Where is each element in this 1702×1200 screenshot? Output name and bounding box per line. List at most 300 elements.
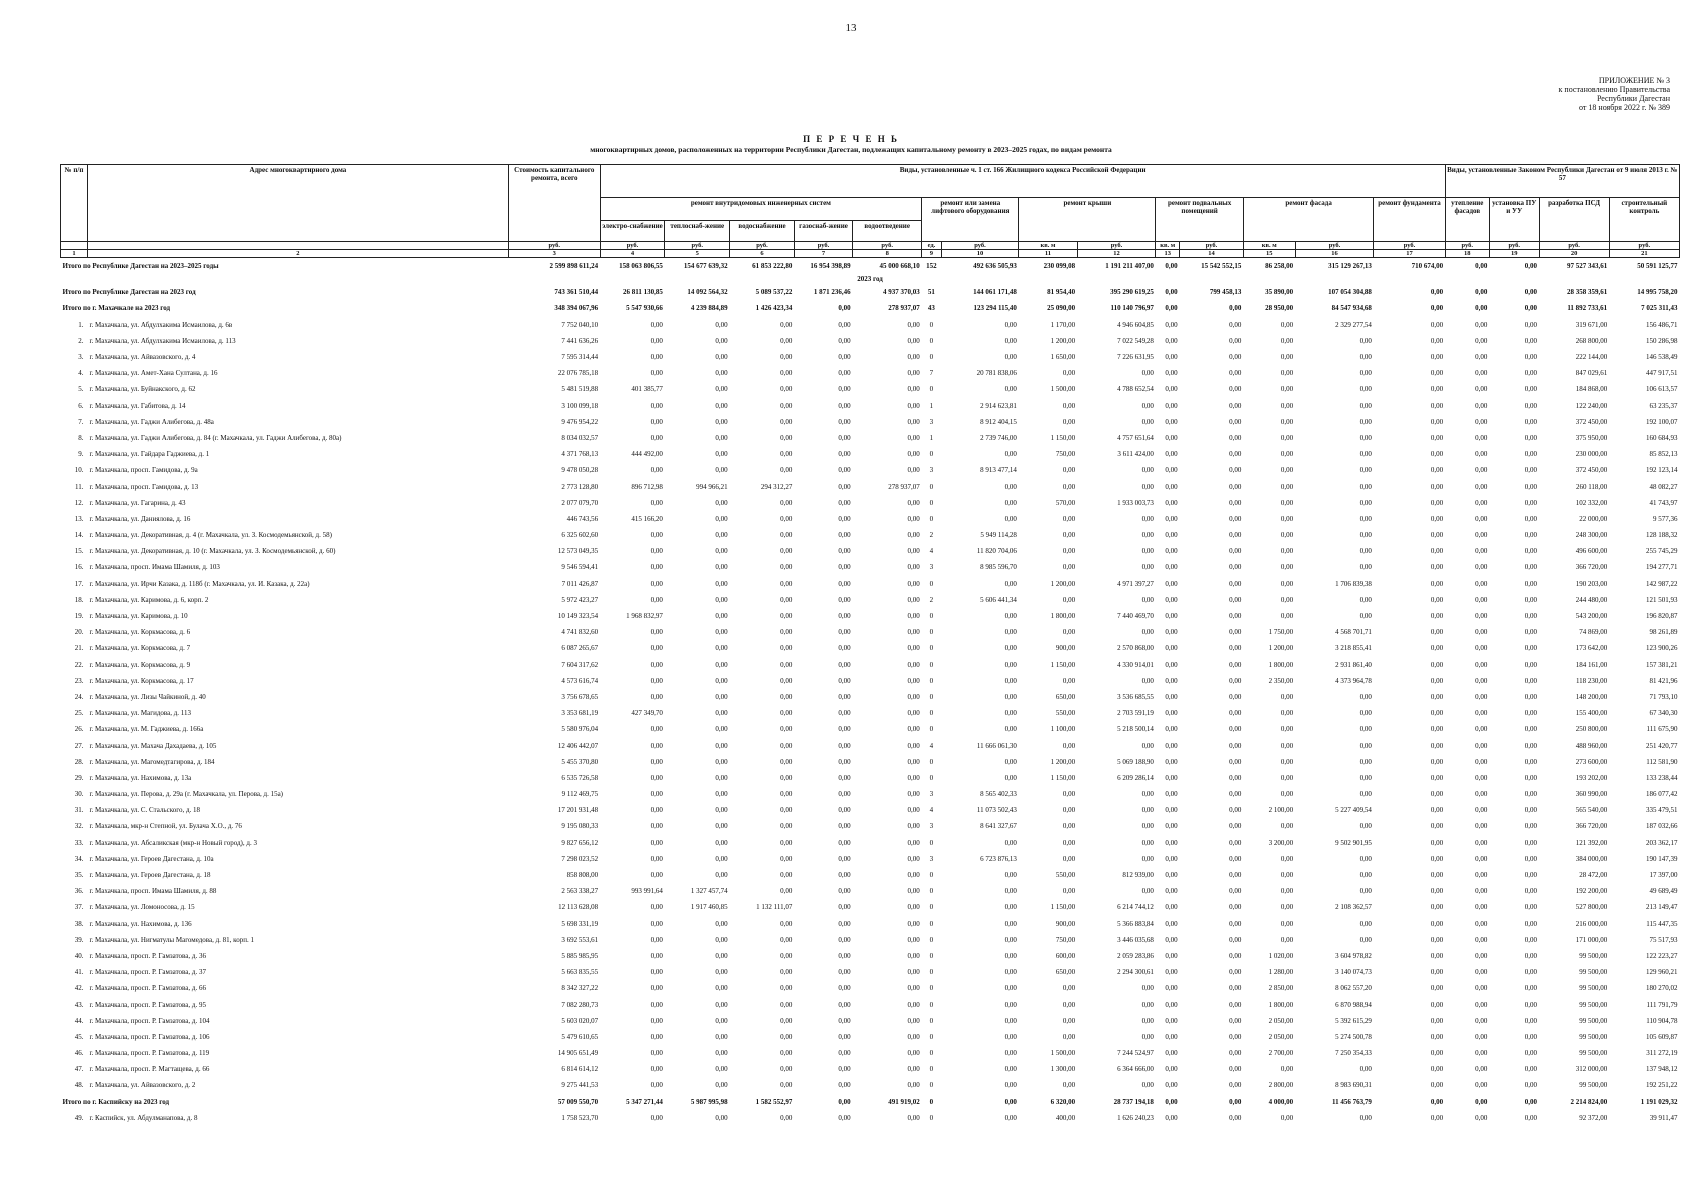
cell-col-4: 0,00 — [650, 1016, 663, 1025]
cell-col-6: 0,00 — [780, 628, 793, 637]
cell-col-13: 0,00 — [1165, 336, 1178, 345]
row-address: г. Махачкала, ул. Каримова, д. 10 — [89, 612, 188, 621]
cell-col-5: 0,00 — [715, 628, 728, 637]
cell-col-15: 0,00 — [1280, 903, 1294, 912]
cell-col-3: 2 563 338,27 — [561, 887, 599, 896]
cell-col-16: 8 062 557,20 — [1335, 984, 1372, 993]
row-number: 21. — [74, 644, 84, 653]
cell-col-4: 0,00 — [650, 806, 663, 815]
row-address: г. Махачкала, ул. Абсаликская (мкр-н Новый город), д. 3 — [89, 838, 257, 847]
cell-col-14: 0,00 — [1229, 304, 1242, 313]
cell-col-17: 0,00 — [1430, 385, 1444, 394]
table-row — [61, 543, 1680, 559]
cell-col-8: 0,00 — [907, 838, 920, 847]
cell-col-7: 0,00 — [838, 369, 851, 378]
cell-col-8: 278 937,07 — [888, 304, 920, 313]
row-address: г. Махачкала, ул. Нахимова, д. 13а — [89, 773, 192, 782]
cell-col-21: 67 340,30 — [1649, 709, 1678, 718]
cell-col-21: 192 251,22 — [1646, 1081, 1678, 1090]
header-unit: руб. — [853, 242, 922, 250]
table-row — [61, 624, 1680, 640]
cell-col-3: 12 113 628,08 — [558, 903, 599, 912]
cell-col-19: 0,00 — [1524, 417, 1538, 426]
cell-col-11: 1 200,00 — [1050, 757, 1076, 766]
cell-col-6: 0,00 — [780, 547, 793, 556]
cell-col-11: 0,00 — [1062, 531, 1076, 540]
cell-col-18: 0,00 — [1475, 417, 1488, 426]
cell-col-6: 0,00 — [780, 450, 793, 459]
row-number: 31. — [74, 806, 84, 815]
cell-col-13: 0,00 — [1165, 676, 1178, 685]
cell-col-14: 0,00 — [1229, 919, 1242, 928]
cell-col-7: 0,00 — [838, 773, 851, 782]
cell-col-20: 260 118,00 — [1575, 482, 1608, 491]
cell-col-13: 0,00 — [1165, 1000, 1178, 1009]
cell-col-19: 0,00 — [1524, 1016, 1538, 1025]
header-column-number: 21 — [1609, 250, 1679, 258]
cell-col-16: 0,00 — [1359, 547, 1372, 556]
cell-col-6: 0,00 — [780, 887, 793, 896]
cell-col-10: 0,00 — [1004, 660, 1017, 669]
table-row — [61, 705, 1680, 721]
cell-col-15: 1 750,00 — [1268, 628, 1294, 637]
row-number: 10. — [74, 466, 84, 475]
cell-col-11: 550,00 — [1055, 871, 1076, 880]
cell-col-14: 0,00 — [1229, 951, 1242, 960]
cell-col-6: 0,00 — [780, 773, 793, 782]
cell-col-10: 8 912 404,15 — [980, 417, 1017, 426]
cell-col-13: 0,00 — [1165, 725, 1178, 734]
cell-col-4: 444 492,00 — [631, 450, 663, 459]
cell-col-14: 0,00 — [1229, 709, 1242, 718]
total-label: Итого по г. Каспийску на 2023 год — [62, 1097, 170, 1106]
cell-col-17: 0,00 — [1430, 838, 1444, 847]
cell-col-12: 2 059 283,86 — [1117, 951, 1154, 960]
cell-col-13: 0,00 — [1165, 709, 1178, 718]
cell-col-5: 14 092 564,32 — [687, 288, 728, 297]
cell-col-10: 0,00 — [1004, 353, 1017, 362]
cell-col-11: 0,00 — [1062, 790, 1076, 799]
cell-col-17: 0,00 — [1430, 854, 1444, 863]
cell-col-11: 400,00 — [1055, 1113, 1076, 1122]
cell-col-18: 0,00 — [1475, 838, 1488, 847]
row-address: г. Махачкала, ул. Гаджи Алибегова, д. 48а — [89, 417, 214, 426]
header-column-number: 13 — [1156, 250, 1180, 258]
cell-col-10: 0,00 — [1004, 903, 1017, 912]
cell-col-13: 0,00 — [1165, 968, 1178, 977]
cell-col-16: 0,00 — [1359, 709, 1372, 718]
cell-col-3: 5 972 423,27 — [561, 595, 599, 604]
cell-col-21: 196 820,87 — [1646, 612, 1678, 621]
row-address: г. Махачкала, ул. Коркмасова, д. 9 — [89, 660, 191, 669]
cell-col-17: 0,00 — [1430, 692, 1444, 701]
cell-col-4: 0,00 — [650, 854, 663, 863]
table-row — [61, 1110, 1680, 1126]
cell-col-12: 4 757 651,64 — [1117, 433, 1154, 442]
cell-col-14: 0,00 — [1229, 741, 1242, 750]
cell-col-21: 81 421,96 — [1649, 676, 1678, 685]
cell-col-17: 0,00 — [1430, 757, 1444, 766]
cell-col-13: 0,00 — [1165, 854, 1178, 863]
cell-col-21: 50 591 125,77 — [1637, 262, 1678, 271]
cell-col-8: 0,00 — [907, 450, 920, 459]
table-row — [61, 737, 1680, 753]
cell-col-19: 0,00 — [1524, 353, 1538, 362]
cell-col-15: 3 200,00 — [1268, 838, 1294, 847]
cell-col-6: 0,00 — [780, 854, 793, 863]
cell-col-18: 0,00 — [1475, 692, 1488, 701]
cell-col-21: 106 613,57 — [1646, 385, 1678, 394]
cell-col-18: 0,00 — [1475, 919, 1488, 928]
cell-col-7: 0,00 — [838, 595, 851, 604]
cell-col-12: 7 226 631,95 — [1117, 353, 1154, 362]
cell-col-9: 0 — [929, 871, 934, 880]
cell-col-8: 0,00 — [907, 725, 920, 734]
cell-col-16: 0,00 — [1359, 450, 1372, 459]
cell-col-16: 0,00 — [1359, 466, 1372, 475]
cell-col-11: 1 200,00 — [1050, 336, 1076, 345]
row-number: 24. — [74, 692, 84, 701]
table-row — [61, 1045, 1680, 1061]
cell-col-8: 0,00 — [907, 692, 920, 701]
cell-col-16: 0,00 — [1359, 514, 1372, 523]
table-row — [61, 1077, 1680, 1093]
row-number: 18. — [74, 595, 84, 604]
cell-col-16: 0,00 — [1359, 1113, 1372, 1122]
table-row — [61, 446, 1680, 462]
cell-col-7: 0,00 — [838, 790, 851, 799]
cell-col-20: 11 892 733,61 — [1567, 304, 1608, 313]
cell-col-14: 0,00 — [1229, 984, 1242, 993]
cell-col-20: 366 720,00 — [1575, 822, 1608, 831]
cell-col-10: 0,00 — [1004, 838, 1017, 847]
row-number: 26. — [74, 725, 84, 734]
cell-col-4: 0,00 — [650, 1065, 663, 1074]
header-column-number: 14 — [1180, 250, 1244, 258]
row-address: г. Махачкала, просп. Р. Гамзатова, д. 36 — [89, 951, 206, 960]
cell-col-18: 0,00 — [1475, 482, 1488, 491]
cell-col-10: 0,00 — [1004, 1000, 1017, 1009]
cell-col-9: 0 — [929, 320, 934, 329]
header-unit: руб. — [600, 242, 665, 250]
cell-col-18: 0,00 — [1475, 660, 1488, 669]
header-unit: ед. — [922, 242, 941, 250]
cell-col-15: 0,00 — [1280, 612, 1294, 621]
row-address: г. Махачкала, ул. Амет-Хана Султана, д. 16 — [89, 369, 218, 378]
cell-col-5: 0,00 — [715, 1016, 728, 1025]
cell-col-4: 0,00 — [650, 822, 663, 831]
cell-col-16: 0,00 — [1359, 353, 1372, 362]
cell-col-16: 0,00 — [1359, 401, 1372, 410]
cell-col-9: 0 — [929, 514, 934, 523]
cell-col-7: 0,00 — [838, 563, 851, 572]
cell-col-11: 81 954,40 — [1047, 288, 1076, 297]
cell-col-6: 294 312,27 — [760, 482, 793, 491]
header-column-number: 1 — [61, 250, 88, 258]
cell-col-8: 0,00 — [907, 741, 920, 750]
cell-col-20: 28 358 359,61 — [1566, 288, 1608, 297]
header-col-design: разработка ПСД — [1539, 198, 1609, 242]
cell-col-17: 0,00 — [1430, 401, 1444, 410]
cell-col-5: 0,00 — [715, 514, 728, 523]
cell-col-5: 0,00 — [715, 1113, 728, 1122]
row-number: 11. — [74, 482, 84, 491]
cell-col-10: 0,00 — [1004, 984, 1017, 993]
header-col-address: Адрес многоквартирного дома — [87, 165, 508, 242]
cell-col-16: 0,00 — [1359, 725, 1372, 734]
cell-col-6: 0,00 — [780, 951, 793, 960]
header-col-water: водоснабжение — [730, 221, 795, 242]
cell-col-3: 9 478 050,28 — [561, 466, 599, 475]
cell-col-4: 0,00 — [650, 741, 663, 750]
cell-col-9: 3 — [929, 854, 934, 863]
cell-col-9: 0 — [929, 482, 934, 491]
cell-col-13: 0,00 — [1165, 773, 1178, 782]
cell-col-18: 0,00 — [1475, 1016, 1488, 1025]
cell-col-4: 0,00 — [650, 401, 663, 410]
table-row — [61, 333, 1680, 349]
cell-col-13: 0,00 — [1165, 401, 1178, 410]
cell-col-13: 0,00 — [1165, 579, 1178, 588]
cell-col-5: 0,00 — [715, 547, 728, 556]
cell-col-14: 0,00 — [1229, 887, 1242, 896]
cell-col-18: 0,00 — [1475, 1097, 1488, 1106]
table-header — [61, 165, 1680, 258]
cell-col-5: 0,00 — [715, 369, 728, 378]
cell-col-13: 0,00 — [1165, 903, 1178, 912]
cell-col-10: 0,00 — [1004, 579, 1017, 588]
cell-col-19: 0,00 — [1524, 401, 1538, 410]
cell-col-21: 105 609,87 — [1646, 1032, 1678, 1041]
cell-col-13: 0,00 — [1165, 450, 1178, 459]
cell-col-19: 0,00 — [1524, 660, 1538, 669]
cell-col-4: 5 347 271,44 — [626, 1097, 663, 1106]
cell-col-7: 0,00 — [838, 1016, 851, 1025]
cell-col-3: 7 604 317,62 — [561, 660, 599, 669]
cell-col-17: 0,00 — [1430, 1081, 1444, 1090]
cell-col-21: 255 745,29 — [1646, 547, 1678, 556]
cell-col-19: 0,00 — [1524, 450, 1538, 459]
cell-col-9: 1 — [929, 401, 934, 410]
cell-col-18: 0,00 — [1475, 984, 1488, 993]
cell-col-9: 3 — [929, 790, 934, 799]
cell-col-4: 0,00 — [650, 676, 663, 685]
cell-col-18: 0,00 — [1475, 579, 1488, 588]
cell-col-4: 0,00 — [650, 903, 663, 912]
table-row — [61, 980, 1680, 996]
cell-col-6: 0,00 — [780, 385, 793, 394]
cell-col-10: 0,00 — [1004, 887, 1017, 896]
row-address: г. Махачкала, просп. Имама Шамиля, д. 88 — [89, 887, 217, 896]
cell-col-11: 900,00 — [1055, 644, 1076, 653]
cell-col-3: 2 599 898 611,24 — [549, 262, 599, 271]
cell-col-9: 0 — [929, 385, 934, 394]
row-number: 6. — [78, 401, 84, 410]
cell-col-4: 0,00 — [650, 919, 663, 928]
cell-col-12: 0,00 — [1141, 466, 1154, 475]
cell-col-5: 0,00 — [715, 336, 728, 345]
cell-col-8: 0,00 — [907, 1032, 920, 1041]
cell-col-10: 20 781 838,06 — [976, 369, 1017, 378]
cell-col-14: 0,00 — [1229, 1097, 1242, 1106]
table-row — [61, 883, 1680, 899]
cell-col-20: 193 202,00 — [1575, 773, 1608, 782]
cell-col-19: 0,00 — [1524, 385, 1538, 394]
cell-col-9: 0 — [929, 579, 934, 588]
cell-col-6: 0,00 — [780, 579, 793, 588]
cell-col-10: 8 913 477,14 — [980, 466, 1017, 475]
cell-col-8: 0,00 — [907, 951, 920, 960]
header-numbers-row — [61, 250, 1680, 258]
cell-col-9: 4 — [929, 806, 934, 815]
cell-col-4: 401 385,77 — [631, 385, 663, 394]
cell-col-11: 0,00 — [1062, 854, 1076, 863]
cell-col-19: 0,00 — [1524, 838, 1538, 847]
cell-col-8: 0,00 — [907, 887, 920, 896]
cell-col-20: 222 144,00 — [1575, 353, 1608, 362]
cell-col-6: 0,00 — [780, 1016, 793, 1025]
cell-col-7: 0,00 — [838, 450, 851, 459]
cell-col-15: 0,00 — [1280, 919, 1294, 928]
cell-col-8: 0,00 — [907, 709, 920, 718]
cell-col-21: 9 577,36 — [1653, 514, 1678, 523]
cell-col-20: 2 214 824,00 — [1570, 1097, 1608, 1106]
cell-col-20: 565 540,00 — [1575, 806, 1608, 815]
cell-col-18: 0,00 — [1475, 951, 1488, 960]
cell-col-10: 0,00 — [1004, 709, 1017, 718]
header-col-drain: водоотведение — [853, 221, 922, 242]
repair-list-table — [60, 164, 1680, 1126]
cell-col-8: 0,00 — [907, 385, 920, 394]
header-unit: руб. — [941, 242, 1019, 250]
cell-col-17: 0,00 — [1430, 304, 1444, 313]
cell-col-6: 1 582 552,97 — [755, 1097, 793, 1106]
cell-col-7: 0,00 — [838, 887, 851, 896]
table-row — [61, 317, 1680, 333]
cell-col-16: 0,00 — [1359, 595, 1372, 604]
cell-col-4: 0,00 — [650, 692, 663, 701]
cell-col-18: 0,00 — [1475, 822, 1488, 831]
cell-col-17: 0,00 — [1430, 951, 1444, 960]
cell-col-17: 0,00 — [1430, 676, 1444, 685]
cell-col-20: 244 480,00 — [1575, 595, 1608, 604]
cell-col-11: 1 150,00 — [1050, 773, 1076, 782]
cell-col-12: 0,00 — [1141, 369, 1154, 378]
year-row — [61, 274, 1680, 284]
cell-col-7: 0,00 — [838, 336, 851, 345]
cell-col-6: 0,00 — [780, 984, 793, 993]
cell-col-17: 0,00 — [1430, 1032, 1444, 1041]
cell-col-9: 0 — [929, 838, 934, 847]
row-address: г. Махачкала, ул. М. Гаджиева, д. 166а — [89, 725, 204, 734]
cell-col-3: 3 100 099,18 — [561, 401, 599, 410]
table-row — [61, 414, 1680, 430]
cell-col-7: 0,00 — [838, 1097, 851, 1106]
cell-col-13: 0,00 — [1165, 1097, 1178, 1106]
cell-col-8: 491 919,02 — [888, 1097, 920, 1106]
table-row — [61, 381, 1680, 397]
cell-col-5: 0,00 — [715, 984, 728, 993]
table-row — [61, 996, 1680, 1012]
cell-col-12: 4 971 397,27 — [1117, 579, 1154, 588]
cell-col-6: 5 089 537,22 — [755, 288, 793, 297]
cell-col-18: 0,00 — [1475, 968, 1488, 977]
cell-col-14: 0,00 — [1229, 1032, 1242, 1041]
cell-col-13: 0,00 — [1165, 612, 1178, 621]
cell-col-12: 0,00 — [1141, 563, 1154, 572]
cell-col-3: 4 371 768,13 — [561, 450, 599, 459]
cell-col-9: 2 — [929, 595, 934, 604]
row-address: г. Махачкала, ул. Айвазовского, д. 2 — [89, 1081, 196, 1090]
cell-col-14: 0,00 — [1229, 968, 1242, 977]
cell-col-5: 0,00 — [715, 854, 728, 863]
cell-col-20: 496 600,00 — [1575, 547, 1608, 556]
header-col-elevator: ремонт или замена лифтового оборудования — [922, 198, 1019, 242]
cell-col-12: 4 788 652,54 — [1117, 385, 1154, 394]
table-row — [61, 398, 1680, 414]
cell-col-4: 896 712,98 — [631, 482, 663, 491]
cell-col-18: 0,00 — [1475, 935, 1488, 944]
cell-col-3: 5 663 835,55 — [561, 968, 599, 977]
cell-col-10: 5 949 114,28 — [980, 531, 1017, 540]
cell-col-9: 51 — [927, 288, 935, 297]
cell-col-19: 0,00 — [1524, 951, 1538, 960]
cell-col-15: 0,00 — [1280, 433, 1294, 442]
cell-col-21: 142 987,22 — [1646, 579, 1678, 588]
cell-col-12: 0,00 — [1141, 887, 1154, 896]
cell-col-10: 0,00 — [1004, 450, 1017, 459]
cell-col-8: 0,00 — [907, 676, 920, 685]
cell-col-20: 184 868,00 — [1575, 385, 1608, 394]
header-column-number: 15 — [1243, 250, 1295, 258]
row-address: г. Махачкала, ул. Каримова, д. 6, корп. 2 — [89, 595, 209, 604]
cell-col-16: 11 456 763,79 — [1332, 1097, 1372, 1106]
cell-col-4: 0,00 — [650, 547, 663, 556]
cell-col-16: 7 250 354,33 — [1335, 1049, 1372, 1058]
cell-col-18: 0,00 — [1475, 773, 1488, 782]
cell-col-3: 8 034 032,57 — [561, 433, 599, 442]
cell-col-15: 1 020,00 — [1268, 951, 1294, 960]
cell-col-7: 0,00 — [838, 1081, 851, 1090]
cell-col-5: 0,00 — [715, 612, 728, 621]
cell-col-17: 0,00 — [1430, 1049, 1444, 1058]
cell-col-14: 0,00 — [1229, 320, 1242, 329]
cell-col-20: 118 230,00 — [1575, 676, 1608, 685]
cell-col-6: 0,00 — [780, 401, 793, 410]
cell-col-19: 0,00 — [1524, 854, 1538, 863]
cell-col-10: 0,00 — [1004, 935, 1017, 944]
cell-col-12: 0,00 — [1141, 806, 1154, 815]
row-address: г. Махачкала, ул. Декоративная, д. 4 (г. Махачкала, ул. З. Космодемьянской, д. 58) — [89, 531, 332, 540]
cell-col-20: 360 990,00 — [1575, 790, 1608, 799]
cell-col-12: 28 737 194,18 — [1113, 1097, 1154, 1106]
row-address: г. Махачкала, ул. Коркмасова, д. 6 — [89, 628, 191, 637]
cell-col-12: 1 626 240,23 — [1117, 1113, 1154, 1122]
cell-col-3: 348 394 067,96 — [554, 304, 599, 313]
cell-col-8: 0,00 — [907, 903, 920, 912]
row-number: 37. — [74, 903, 84, 912]
cell-col-15: 2 850,00 — [1268, 984, 1294, 993]
total-label: Итого по г. Махачкале на 2023 год — [62, 304, 171, 313]
cell-col-8: 0,00 — [907, 466, 920, 475]
cell-col-17: 0,00 — [1430, 871, 1444, 880]
cell-col-5: 0,00 — [715, 385, 728, 394]
cell-col-11: 230 099,08 — [1043, 262, 1076, 271]
cell-col-6: 0,00 — [780, 968, 793, 977]
row-address: г. Махачкала, просп. Имама Шамиля, д. 103 — [89, 563, 220, 572]
cell-col-8: 0,00 — [907, 401, 920, 410]
cell-col-8: 0,00 — [907, 660, 920, 669]
